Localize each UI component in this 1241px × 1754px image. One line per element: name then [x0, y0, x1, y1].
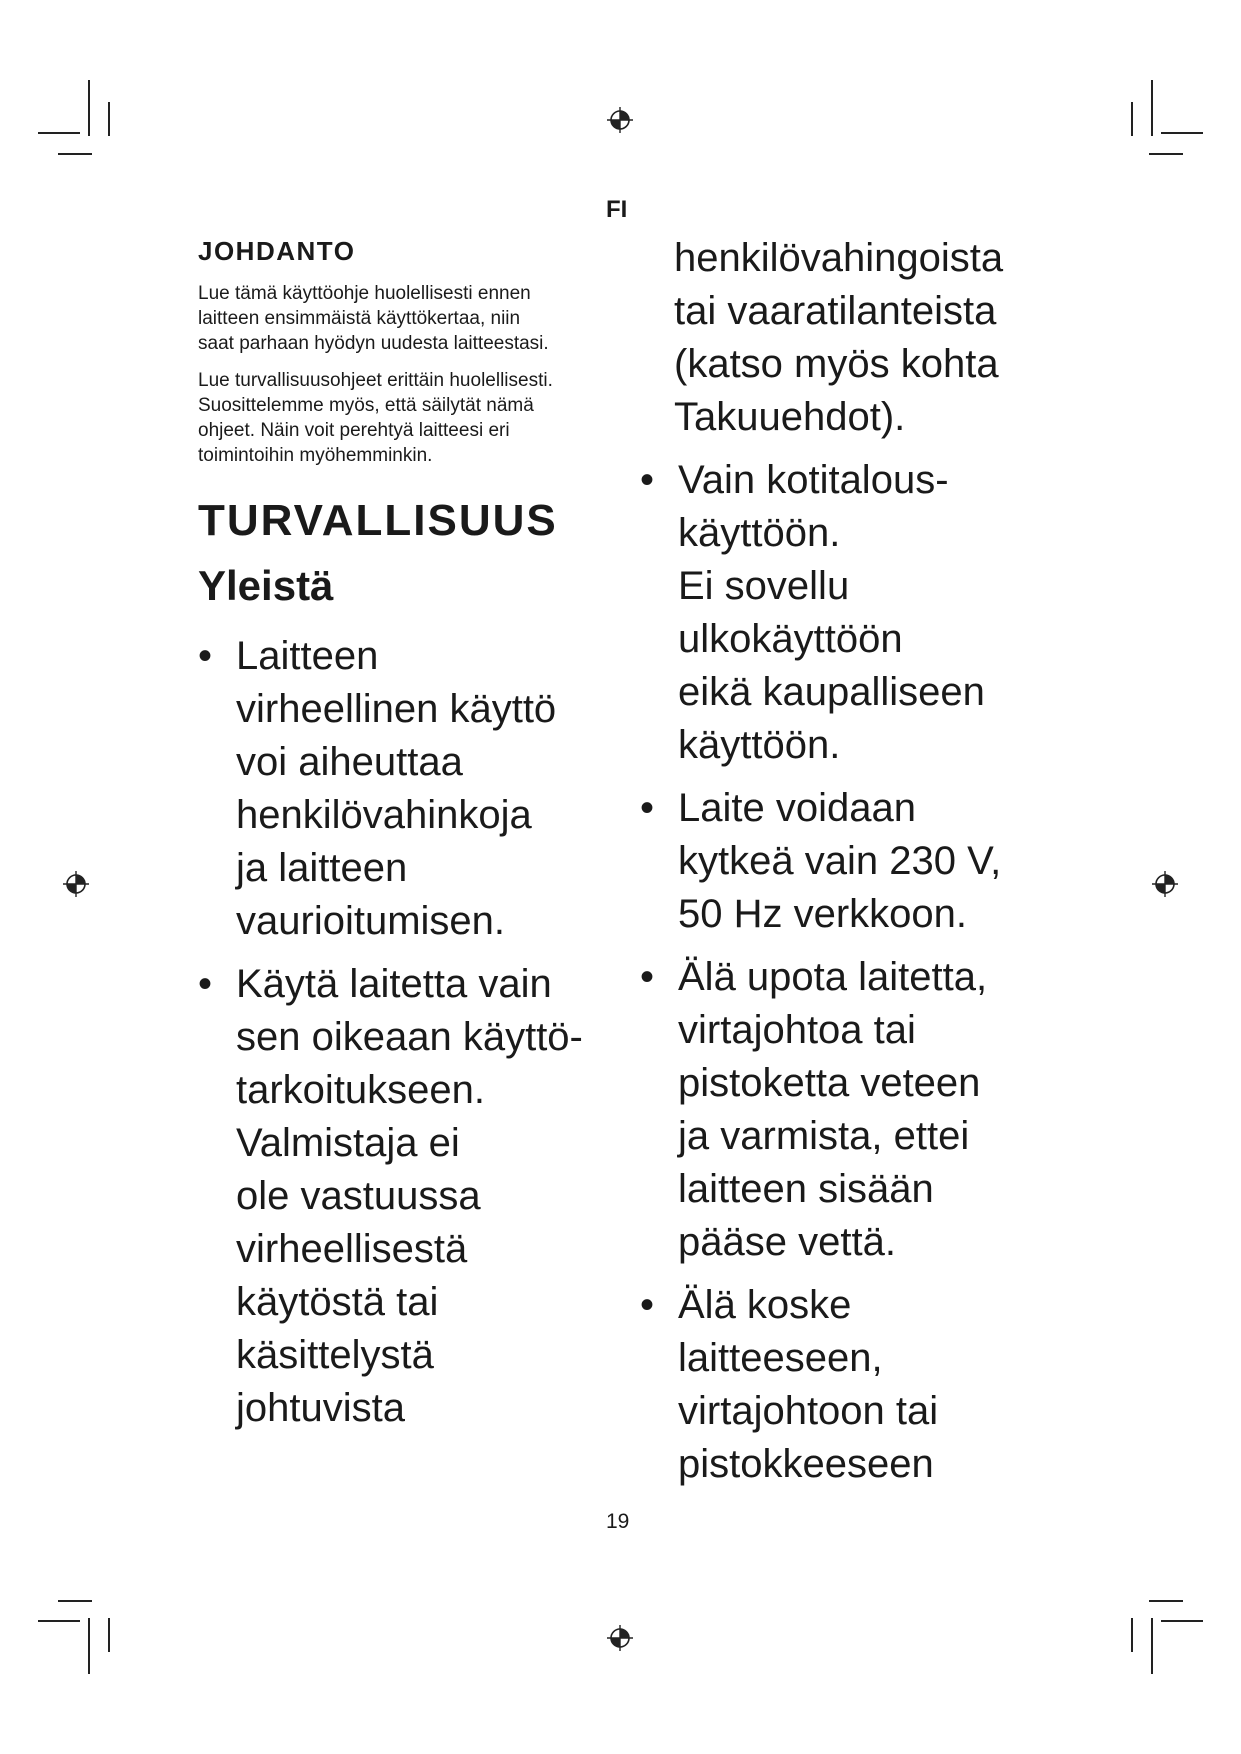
list-item — [640, 1279, 1080, 1491]
list-item-text: Älä upota laitetta, virtajohtoa tai pistoketta veteen ja varmista, ettei laitteen sisään pääse vettä. — [678, 955, 988, 1264]
intro-title: JOHDANTO — [198, 236, 356, 266]
list-item-text: Laite voidaan kytkeä vain 230 V, 50 Hz verkkoon. — [678, 786, 1002, 936]
list-item — [198, 630, 618, 948]
intro-paragraph: Lue turvallisuusohjeet erittäin huolellisesti. Suosittelemme myös, että säilytät nämä ohjeet. Näin voit perehtyä laitteesi eri toimintoihin myöhemminkin. — [198, 370, 553, 466]
bullet-icon: • — [198, 962, 213, 1006]
list-item-text: Älä koske laitteeseen, virtajohtoon tai pistokkeeseen — [678, 1283, 939, 1486]
list-item-text: Käytä laitetta vain sen oikeaan käyttö- tarkoitukseen. Valmistaja ei ole vastuussa virheellisestä käytöstä tai käsittelystä johtuvista — [236, 962, 583, 1430]
list-item-text: Vain kotitalous- käyttöön. Ei sovellu ulkokäyttöön eikä kaupalliseen käyttöön. — [678, 458, 985, 767]
bullet-icon: • — [640, 786, 655, 830]
safety-subtitle: Yleistä — [198, 562, 334, 609]
page-number: 19 — [606, 1510, 630, 1533]
language-code: FI — [606, 196, 628, 223]
bullet-icon: • — [640, 1283, 655, 1327]
bullet-icon: • — [640, 955, 655, 999]
registration-mark-icon — [62, 870, 90, 898]
list-item — [198, 958, 618, 1435]
intro-paragraph: Lue tämä käyttöohje huolellisesti ennen laitteen ensimmäistä käyttökertaa, niin saat parhaan hyödyn uudesta laitteestasi. — [198, 283, 549, 354]
list-item-text: Laitteen virheellinen käyttö voi aiheuttaa henkilövahinkoja ja laitteen vaurioitumisen. — [236, 634, 557, 943]
registration-mark-icon — [606, 106, 634, 134]
list-item — [640, 782, 1080, 941]
list-item — [640, 951, 1080, 1269]
bullet-icon: • — [640, 458, 655, 502]
list-item — [640, 454, 1080, 772]
registration-mark-icon — [606, 1624, 634, 1652]
safety-title: TURVALLISUUS — [198, 496, 558, 545]
bullet-icon: • — [198, 634, 213, 678]
right-column — [640, 232, 1080, 1501]
left-column — [198, 236, 618, 1445]
list-item-continuation: henkilövahingoista tai vaaratilanteista (katso myös kohta Takuuehdot). — [674, 236, 1004, 439]
registration-mark-icon — [1151, 870, 1179, 898]
